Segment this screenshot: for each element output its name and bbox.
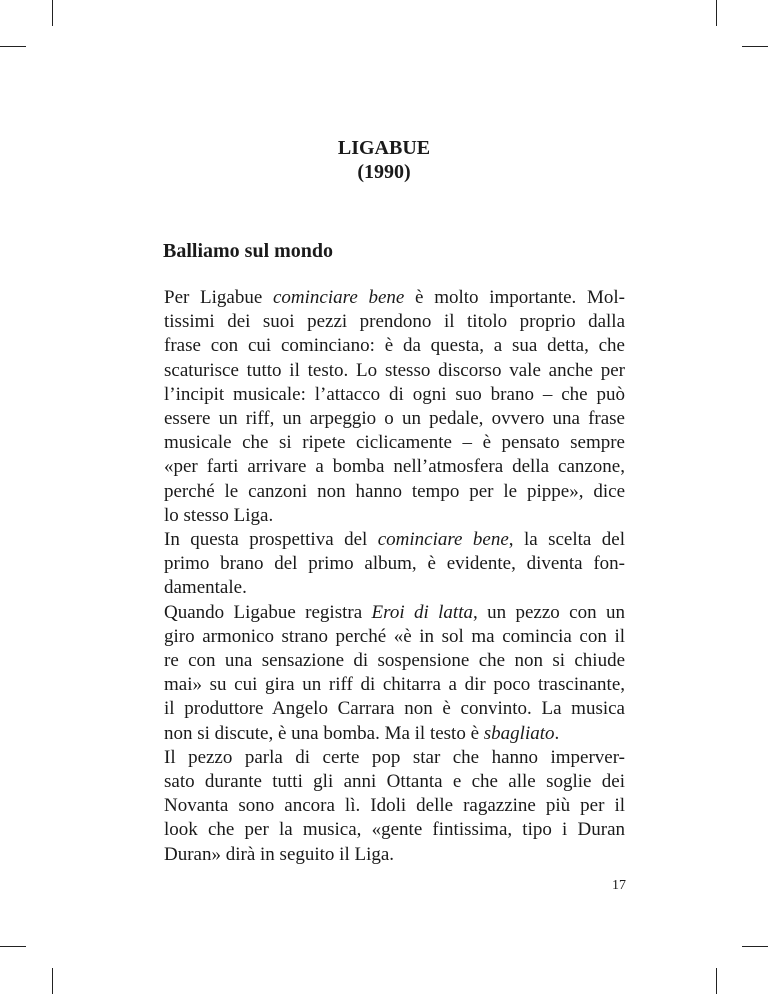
text-line <box>138 746 625 770</box>
crop-mark-bottom-left-h <box>0 946 26 947</box>
paragraph <box>138 601 625 746</box>
paragraph <box>138 746 625 867</box>
text-segment: l’incipit musicale: l’attacco di ogni suo brano – che può <box>164 383 625 405</box>
crop-mark-bottom-left <box>52 968 53 994</box>
text-line <box>138 770 625 794</box>
text-segment: , la scelta del <box>508 529 625 551</box>
text-segment: . <box>554 722 560 744</box>
chapter-title-name: LIGABUE <box>337 137 431 159</box>
text-line <box>138 359 625 383</box>
italic-text: cominciare bene <box>377 529 509 551</box>
text-line <box>138 625 625 649</box>
body-text <box>138 286 625 867</box>
text-segment: il produttore Angelo Carrara non è convinto. La musica <box>164 698 625 720</box>
text-segment: musicale che si ripete ciclicamente – è pensato sempre <box>164 432 625 454</box>
text-segment: look che per la musica, «gente fintissima, tipo i Duran <box>164 819 625 841</box>
text-line <box>138 601 625 625</box>
text-line <box>138 649 625 673</box>
text-segment: primo brano del primo album, è evidente, diventa fon- <box>164 553 625 575</box>
italic-text: sbagliato <box>483 722 555 744</box>
text-line <box>138 310 625 334</box>
text-line <box>138 673 625 697</box>
text-segment: sato durante tutti gli anni Ottanta e che alle soglie dei <box>164 771 625 793</box>
section-heading: Balliamo sul mondo <box>163 240 334 262</box>
text-segment: è molto importante. Mol- <box>404 287 626 308</box>
crop-mark-top-left <box>52 0 53 26</box>
paragraph <box>138 528 625 601</box>
crop-mark-bottom-right <box>716 968 717 994</box>
text-line <box>138 334 625 358</box>
text-line <box>138 383 625 407</box>
text-line <box>138 528 625 552</box>
text-line <box>138 407 625 431</box>
text-segment: Il pezzo parla di certe pop star che hanno imperver- <box>164 746 625 768</box>
crop-mark-top-right-h <box>742 46 768 47</box>
text-segment: Duran» dirà in seguito il Liga. <box>164 843 395 865</box>
text-segment: mai» su cui gira un riff di chitarra a dir poco trascinante, <box>164 674 625 696</box>
text-segment: re con una sensazione di sospensione che non si chiude <box>164 650 625 672</box>
text-segment: non si discute, è una bomba. Ma il testo è <box>164 722 484 744</box>
text-segment: tissimi dei suoi pezzi prendono il titolo proprio dalla <box>164 311 625 333</box>
text-segment: frase con cui cominciano: è da questa, a sua detta, che <box>164 335 625 357</box>
text-line <box>138 431 625 455</box>
chapter-title-year: (1990) <box>357 161 411 183</box>
text-line <box>138 722 625 746</box>
text-line <box>138 843 625 867</box>
crop-mark-top-left-h <box>0 46 26 47</box>
text-segment: essere un riff, un arpeggio o un pedale, ovvero una frase <box>164 408 625 430</box>
text-segment: perché le canzoni non hanno tempo per le pippe», dice <box>164 480 625 502</box>
text-segment: Per Ligabue <box>164 287 273 308</box>
text-line <box>138 552 625 576</box>
text-line <box>138 697 625 721</box>
text-segment: giro armonico strano perché «è in sol ma comincia con il <box>164 625 625 647</box>
crop-mark-bottom-right-h <box>742 946 768 947</box>
text-segment: Novanta sono ancora lì. Idoli delle ragazzine più per il <box>164 795 625 817</box>
text-line <box>138 504 625 528</box>
chapter-title <box>0 136 768 184</box>
page-number: 17 <box>612 878 626 893</box>
paragraph <box>138 286 625 528</box>
text-segment: In questa prospettiva del <box>164 529 378 551</box>
text-segment: damentale. <box>164 577 247 599</box>
text-line <box>138 480 625 504</box>
italic-text: Eroi di latta <box>371 601 473 623</box>
text-line <box>138 576 625 600</box>
text-line <box>138 794 625 818</box>
text-segment: «per farti arrivare a bomba nell’atmosfera della canzone, <box>164 456 625 478</box>
text-line <box>138 455 625 479</box>
text-segment: lo stesso Liga. <box>164 504 274 526</box>
text-segment: , un pezzo con un <box>472 601 625 623</box>
text-segment: scaturisce tutto il testo. Lo stesso discorso vale anche per <box>164 359 625 381</box>
text-segment: Quando Ligabue registra <box>164 601 372 623</box>
text-line <box>138 286 625 310</box>
italic-text: cominciare bene <box>273 287 405 308</box>
text-line <box>138 818 625 842</box>
crop-mark-top-right <box>716 0 717 26</box>
